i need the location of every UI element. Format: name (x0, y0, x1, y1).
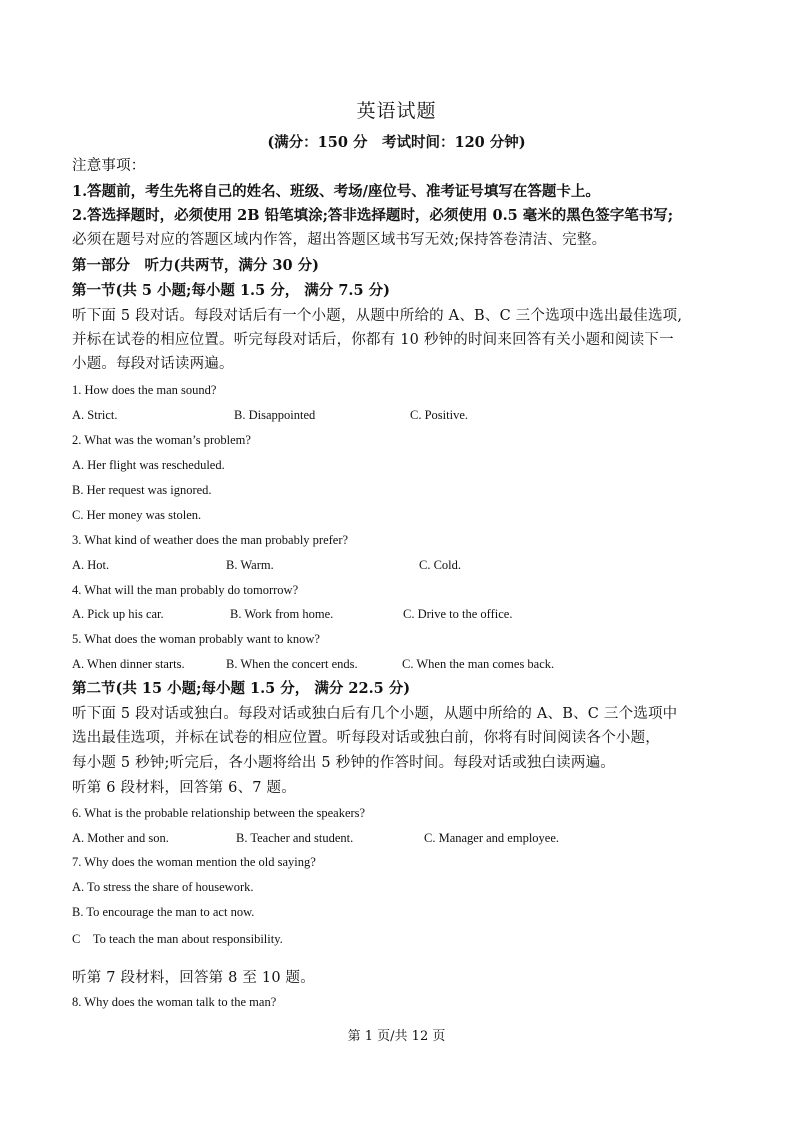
question-3-options (72, 556, 732, 574)
option-a: A. Strict. (72, 408, 118, 422)
section-one-instruction-line: 并标在试卷的相应位置。听完每段对话后，你都有 10 秒钟的时间来回答有关小题和阅读下一 (72, 332, 674, 348)
section-two-instruction-line: 选出最佳选项，并标在试卷的相应位置。听每段对话或独白前，你将有时间阅读各个小题， (72, 730, 660, 746)
option-c: C. Positive. (410, 408, 468, 422)
option-c: C. Cold. (419, 558, 462, 572)
option-b: B. Teacher and student. (236, 831, 354, 845)
page-footer: 第 1 页/共 12 页 (347, 1029, 446, 1044)
section-two-instruction-line: 听下面 5 段对话或独白。每段对话或独白后有几个小题，从题中所给的 A、B、C 三个选项中 (72, 706, 678, 722)
question-4-stem: 4. What will the man probably do tomorrow? (72, 583, 299, 597)
section-two-instruction-line: 每小题 5 秒钟;听完后，各小题将给出 5 秒钟的作答时间。每段对话或独白读两遍。 (72, 755, 615, 771)
option-a: A. Hot. (72, 558, 110, 572)
material-7-heading: 听第 7 段材料，回答第 8 至 10 题。 (72, 970, 315, 986)
option-a: A. Pick up his car. (72, 607, 164, 621)
notice-item-2-line1: 2.答选择题时，必须使用 2B 铅笔填涂;答非选择题时，必须使用 0.5 毫米的黑色签字笔书写; (72, 207, 674, 224)
question-1-stem: 1. How does the man sound? (72, 383, 217, 397)
option-c: C. When the man comes back. (402, 657, 555, 671)
question-5-stem: 5. What does the woman probably want to know? (72, 632, 320, 646)
option-a: A. Mother and son. (72, 831, 169, 845)
section-one-instruction-line: 小题。每段对话读两遍。 (72, 356, 234, 372)
option-c: C. Drive to the office. (403, 607, 513, 621)
option-c: C To teach the man about responsibility. (72, 932, 283, 946)
notice-item-1: 1.答题前，考生先将自己的姓名、班级、考场/座位号、准考证号填写在答题卡上。 (72, 183, 600, 200)
notice-heading: 注意事项： (72, 158, 146, 174)
question-8-stem: 8. Why does the woman talk to the man? (72, 995, 277, 1009)
notice-item-2-line2: 必须在题号对应的答题区域内作答，超出答题区域书写无效;保持答卷清洁、完整。 (72, 232, 607, 248)
option-b: B. Warm. (226, 558, 274, 572)
option-a: A. Her flight was rescheduled. (72, 458, 225, 472)
section-two-heading: 第二节(共 15 小题;每小题 1.5 分， 满分 22.5 分) (72, 680, 411, 697)
question-7-stem: 7. Why does the woman mention the old saying? (72, 855, 316, 869)
question-5-options (72, 655, 732, 673)
option-c: C. Her money was stolen. (72, 508, 202, 522)
question-2-stem: 2. What was the woman’s problem? (72, 433, 251, 447)
material-6-heading: 听第 6 段材料，回答第 6、7 题。 (72, 780, 296, 796)
section-one-instruction-line: 听下面 5 段对话。每段对话后有一个小题，从题中所给的 A、B、C 三个选项中选出最佳选项, (72, 308, 683, 324)
option-b: B. Disappointed (234, 408, 316, 422)
question-1-options (72, 406, 732, 424)
option-c: C. Manager and employee. (424, 831, 560, 845)
question-3-stem: 3. What kind of weather does the man probably prefer? (72, 533, 349, 547)
question-4-options (72, 605, 732, 623)
page-title: 英语试题 (356, 100, 437, 122)
option-b: B. To encourage the man to act now. (72, 905, 255, 919)
option-b: B. Her request was ignored. (72, 483, 212, 497)
section-one-heading: 第一节(共 5 小题;每小题 1.5 分， 满分 7.5 分) (72, 282, 390, 299)
question-6-stem: 6. What is the probable relationship between the speakers? (72, 806, 366, 820)
option-a: A. To stress the share of housework. (72, 880, 254, 894)
option-b: B. When the concert ends. (226, 657, 358, 671)
option-a: A. When dinner starts. (72, 657, 185, 671)
question-6-options (72, 829, 732, 847)
option-b: B. Work from home. (230, 607, 334, 621)
exam-info: (满分：150 分 考试时间：120 分钟) (267, 134, 526, 151)
part-one-heading: 第一部分 听力(共两节，满分 30 分) (72, 257, 319, 274)
